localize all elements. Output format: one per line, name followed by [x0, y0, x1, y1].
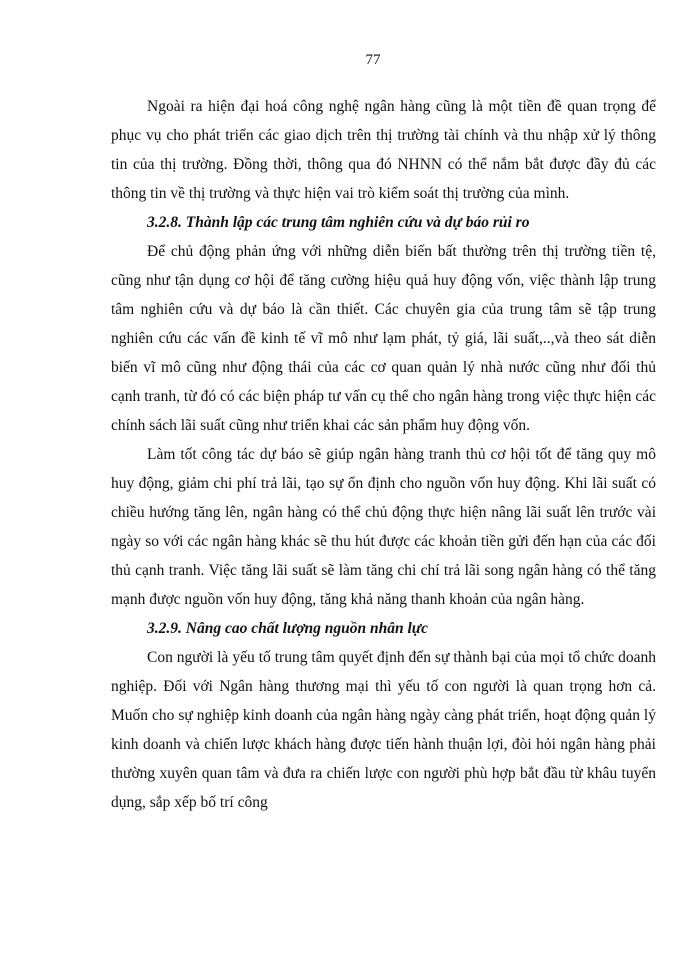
section-heading-3-2-9: 3.2.9. Nâng cao chất lượng nguồn nhân lực — [147, 620, 428, 637]
paragraph-forecasting: Làm tốt công tác dự báo sẽ giúp ngân hàng tranh thủ cơ hội tốt để tăng quy mô huy động, giảm chi phí trả lãi, tạo sự ổn định cho nguồn vốn huy động. Khi lãi suất có chiều hướng tăng lên, ngân hàng có thể chủ động thực hiện nâng lãi suất lên trước vài ngày so với các ngân hàng khác sẽ thu hút được các khoản tiền gửi đến hạn của các đối thủ cạnh tranh. Việc tăng lãi suất sẽ làm tăng chi chí trả lãi song ngân hàng có thể tăng mạnh được nguồn vốn huy động, tăng khả năng thanh khoản của ngân hàng. — [111, 446, 656, 608]
section-heading-3-2-8: 3.2.8. Thành lập các trung tâm nghiên cứu và dự báo rủi ro — [147, 214, 530, 231]
paragraph-human-resources: Con người là yếu tố trung tâm quyết định đến sự thành bại của mọi tổ chức doanh nghiệp. Đối với Ngân hàng thương mại thì yếu tố con người là quan trọng hơn cả. Muốn cho sự nghiệp kinh doanh của ngân hàng ngày càng phát triển, hoạt động quản lý kinh doanh và chiến lược khách hàng được tiến hành thuận lợi, đòi hỏi ngân hàng phải thường xuyên quan tâm và đưa ra chiến lược con người phù hợp bắt đầu từ khâu tuyển dụng, sắp xếp bố trí công — [111, 649, 656, 811]
paragraph-modernization: Ngoài ra hiện đại hoá công nghệ ngân hàng cũng là một tiền đề quan trọng để phục vụ cho phát triển các giao dịch trên thị trường tài chính và thu nhập xử lý thông tin của thị trường. Đồng thời, thông qua đó NHNN có thể nắm bắt được đầy đủ các thông tin về thị trường và thực hiện vai trò kiểm soát thị trường của mình. — [111, 98, 656, 202]
paragraph-research-center: Để chủ động phản ứng với những diễn biến bất thường trên thị trường tiền tệ, cũng như tận dụng cơ hội để tăng cường hiệu quả huy động vốn, việc thành lập trung tâm nghiên cứu và dự báo là cần thiết. Các chuyên gia của trung tâm sẽ tập trung nghiên cứu các vấn đề kinh tế vĩ mô như lạm phát, tỷ giá, lãi suất,..,và theo sát diễn biến vĩ mô cũng như động thái của các cơ quan quản lý nhà nước cũng như đối thủ cạnh tranh, từ đó có các biện pháp tư vấn cụ thể cho ngân hàng trong việc thực hiện các chính sách lãi suất cũng như triển khai các sản phẩm huy động vốn. — [111, 243, 656, 434]
page-number: 77 — [365, 52, 381, 68]
document-body — [111, 92, 656, 817]
